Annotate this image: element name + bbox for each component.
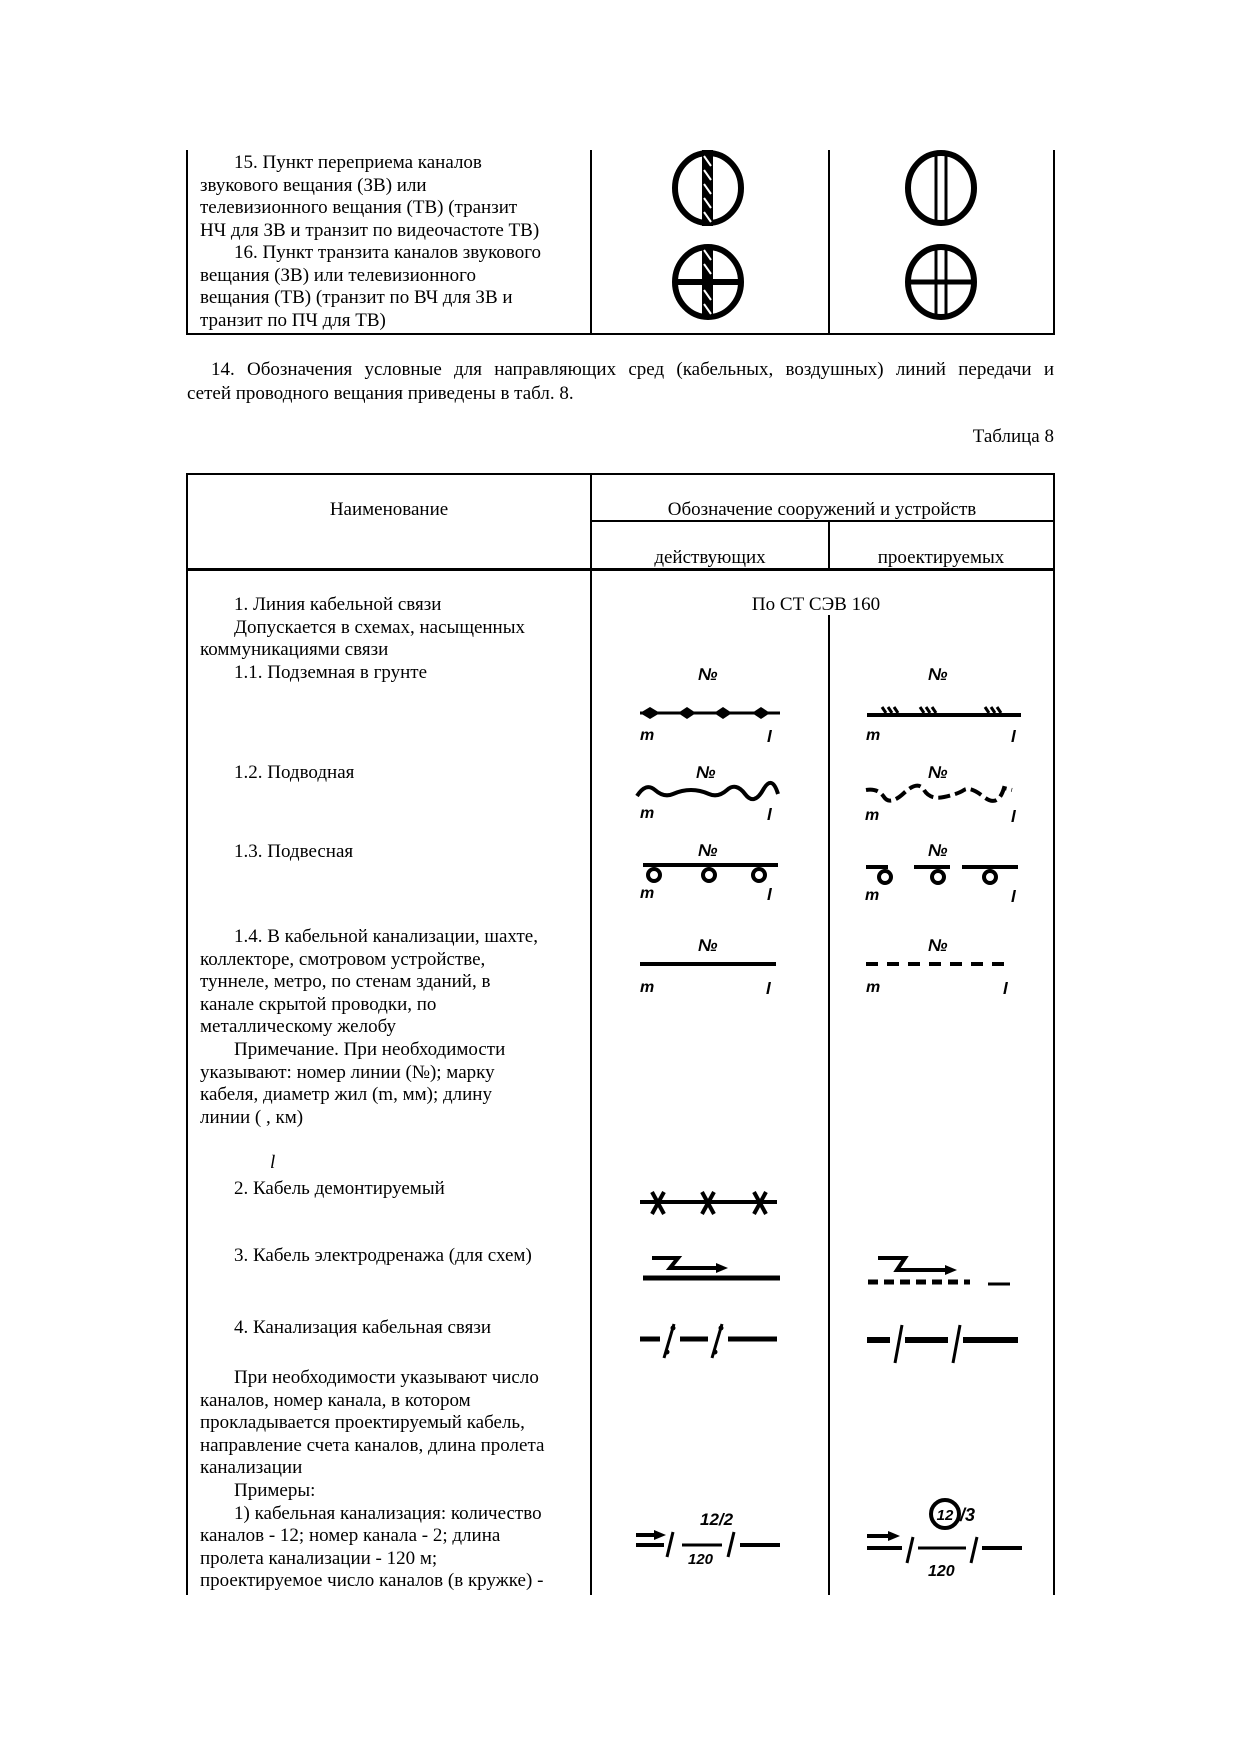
number-label: № <box>698 936 718 955</box>
text-line: звукового вещания (ЗВ) или <box>200 174 427 196</box>
row-2-dismantled-text <box>200 1178 445 1201</box>
diameter-label: m <box>865 807 880 824</box>
transit-point-existing-symbol <box>660 240 760 330</box>
t7-row-16-text <box>200 242 541 332</box>
text-line: канале скрытой проводки, по <box>200 993 437 1015</box>
t7-divider-1 <box>590 150 592 335</box>
underground-existing-symbol <box>630 655 790 745</box>
text-line: телевизионного вещания (ТВ) (транзит <box>200 197 518 219</box>
text-line: Примеры: <box>234 1479 316 1501</box>
row-4-duct-system-text <box>200 1317 491 1340</box>
header-name: Наименование <box>329 499 449 520</box>
diameter-label: m <box>865 887 880 904</box>
text-line: 4. Канализация кабельная связи <box>234 1317 492 1338</box>
header-existing: действующих <box>654 547 766 568</box>
t8-divider-1 <box>590 473 592 1595</box>
length-label: l <box>767 727 772 746</box>
text-line: 1.3. Подвесная <box>234 841 354 862</box>
duct-example-projected-symbol <box>860 1490 1030 1585</box>
text-line: кабеля, диаметр жил (m, мм); длину <box>200 1084 492 1106</box>
t7-border-left <box>186 150 188 335</box>
text-line: туннеле, метро, по стенам зданий, в <box>200 971 491 993</box>
row-1-4-duct-text <box>200 926 538 1129</box>
duct-existing-symbol <box>630 930 790 1000</box>
span-length-label: 120 <box>688 1551 714 1568</box>
text-line: 1.4. В кабельной канализации, шахте, <box>234 926 538 947</box>
row-1-2-underwater-text <box>200 762 354 785</box>
t8-divider-2 <box>828 615 830 1595</box>
text-line: 3. Кабель электродренажа (для схем) <box>234 1245 532 1266</box>
text-line: 15. Пункт переприема каналов <box>234 152 482 173</box>
text-line: линии ( , км) <box>200 1106 304 1128</box>
text-line: Примечание. При необходимости <box>234 1038 506 1060</box>
transit-point-projected-symbol <box>893 240 993 330</box>
diameter-label: m <box>866 727 881 744</box>
t7-divider-2 <box>828 150 830 335</box>
channel-count-label: 12/2 <box>700 1510 734 1529</box>
length-label: l <box>766 979 771 998</box>
number-label: № <box>698 665 718 684</box>
t8-divider-2-header <box>828 520 830 570</box>
length-symbol: l <box>270 1152 276 1173</box>
text-line: каналов, номер канала, в котором <box>200 1389 471 1411</box>
diameter-label: m <box>640 805 655 822</box>
text-line: коммуникациями связи <box>200 639 389 661</box>
length-label: l <box>1011 887 1016 906</box>
drainage-cable-projected-symbol <box>862 1250 1022 1290</box>
paragraph-14-line-1: 14. Обозначения условные для направляющих сред (кабельных, воздушных) линий передачи и <box>211 359 1054 380</box>
row-4-notes-text <box>200 1367 544 1593</box>
underground-projected-symbol <box>860 655 1030 745</box>
text-line: 1. Линия кабельной связи <box>234 594 442 615</box>
diameter-label: m <box>640 885 655 902</box>
t8-border-left <box>186 473 188 1595</box>
table-caption: Таблица 8 <box>972 426 1054 447</box>
text-line: направление счета каналов, длина пролета <box>200 1434 545 1456</box>
text-line: вещания (ТВ) (транзит по ВЧ для ЗВ и <box>200 287 513 309</box>
duct-system-existing-symbol <box>635 1318 785 1363</box>
text-line: 1.1. Подземная в грунте <box>234 661 428 683</box>
text-line: коллекторе, смотровом устройстве, <box>200 948 486 970</box>
text-line: указывают: номер линии (№); марку <box>200 1061 495 1083</box>
dismantled-cable-existing-symbol <box>635 1188 785 1218</box>
t8-border-top <box>186 473 1055 475</box>
projected-channels-label: 12 <box>936 1507 954 1524</box>
text-line: вещания (ЗВ) или телевизионного <box>200 264 476 286</box>
underwater-projected-symbol <box>860 755 1030 825</box>
row-3-drainage-text <box>200 1245 532 1268</box>
length-label: l <box>1011 727 1016 746</box>
row-1-3-aerial-text <box>200 841 353 864</box>
t7-row-15-text <box>200 152 539 242</box>
diameter-label: m <box>640 727 655 744</box>
relay-point-projected-symbol <box>893 145 993 235</box>
text-line: Допускается в схемах, насыщенных <box>234 616 525 638</box>
duct-system-projected-symbol <box>862 1318 1022 1368</box>
span-length-label: 120 <box>928 1563 955 1580</box>
number-label: № <box>928 665 948 684</box>
number-label: № <box>696 763 716 782</box>
text-line: 16. Пункт транзита каналов звукового <box>234 242 542 263</box>
channel-total-label: /3 <box>960 1505 976 1525</box>
duct-projected-symbol <box>860 930 1030 1000</box>
number-label: № <box>928 936 948 955</box>
t7-border-right <box>1053 150 1055 335</box>
drainage-cable-existing-symbol <box>635 1250 785 1285</box>
number-label: № <box>928 763 948 782</box>
text-line: 1) кабельная канализация: количество <box>234 1502 542 1524</box>
text-line: пролета канализации - 120 м; <box>200 1547 438 1569</box>
duct-example-existing-symbol <box>630 1505 790 1575</box>
number-label: № <box>928 841 948 860</box>
relay-point-existing-symbol <box>660 145 760 235</box>
length-label: l <box>767 885 772 904</box>
standard-reference: По СТ СЭВ 160 <box>751 594 881 615</box>
t8-border-right <box>1053 473 1055 1595</box>
text-line: 2. Кабель демонтируемый <box>234 1178 445 1199</box>
diameter-label: m <box>640 979 655 996</box>
text-line: транзит по ПЧ для ТВ) <box>200 309 386 331</box>
text-line: проектируемое число каналов (в кружке) - <box>200 1570 544 1592</box>
text-line: НЧ для ЗВ и транзит по видеочастоте ТВ) <box>200 219 540 241</box>
text-line: металлическому желобу <box>200 1016 397 1038</box>
aerial-existing-symbol <box>630 835 790 905</box>
text-line: каналов - 12; номер канала - 2; длина <box>200 1525 501 1547</box>
aerial-projected-symbol <box>860 835 1030 905</box>
text-line: канализации <box>200 1457 303 1479</box>
diameter-label: m <box>866 979 881 996</box>
paragraph-14-line-2: сетей проводного вещания приведены в табл. 8. <box>187 383 574 404</box>
t7-border-bottom <box>186 333 1055 335</box>
text-line: 1.2. Подводная <box>234 762 355 783</box>
row-1-cable-line-text <box>200 594 525 684</box>
header-designation: Обозначение сооружений и устройств <box>667 499 977 520</box>
length-label: l <box>767 805 772 824</box>
header-projected: проектируемых <box>877 547 1005 568</box>
length-label: l <box>1003 979 1008 998</box>
paragraph-14 <box>187 358 1054 406</box>
text-line: прокладывается проектируемый кабель, <box>200 1412 525 1434</box>
length-label: l <box>1011 807 1016 826</box>
text-line: При необходимости указывают число <box>234 1367 539 1388</box>
number-label: № <box>698 841 718 860</box>
underwater-existing-symbol <box>630 755 790 825</box>
